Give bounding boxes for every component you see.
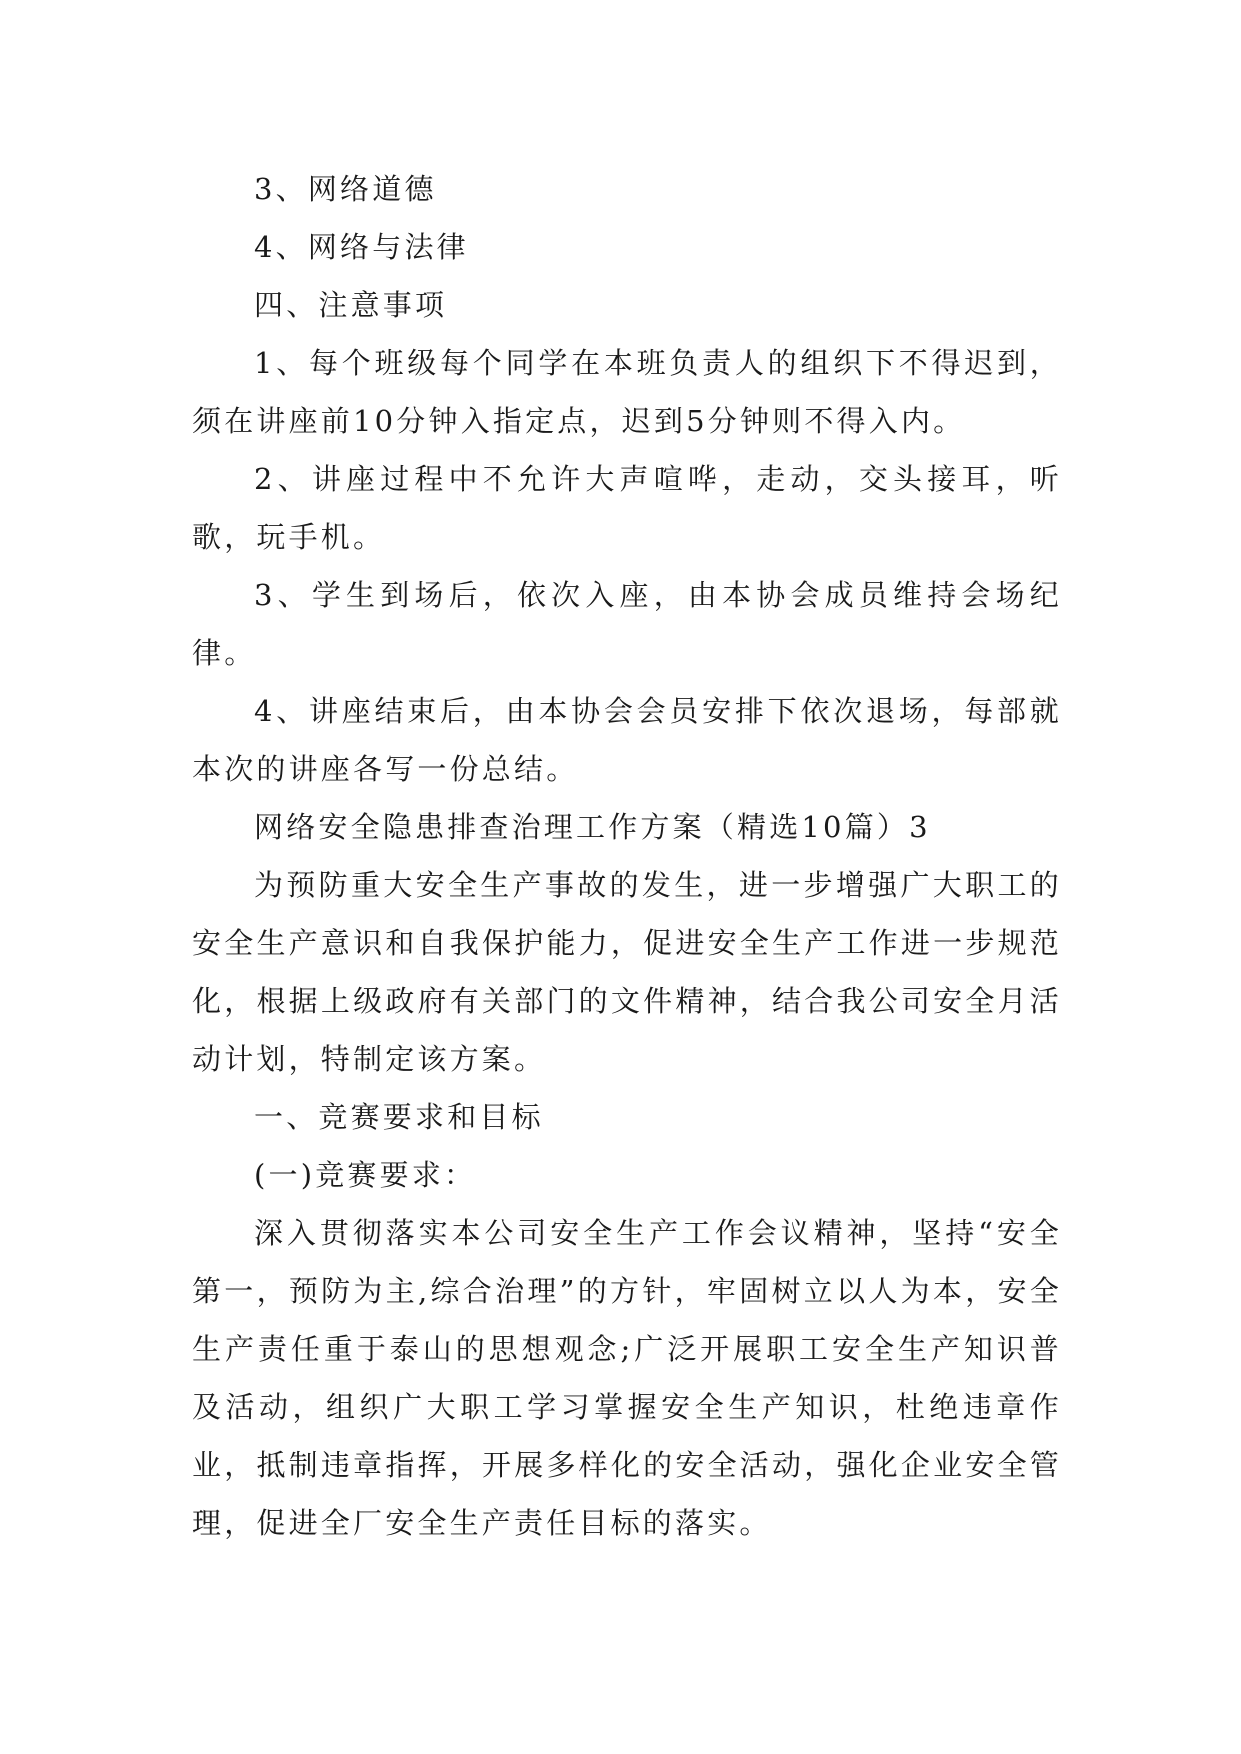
list-item-network-ethics: 3、网络道德 — [254, 172, 437, 206]
requirements-paragraph: 深入贯彻落实本公司安全生产工作会议精神，坚持“安全第一，预防为主,综合治理”的方针，牢固树立以人为本，安全生产责任重于泰山的思想观念;广泛开展职工安全生产知识普及活动，组织广大职工学习掌握安全生产知识，杜绝违章作业，抵制违章指挥，开展多样化的安全活动，强化企业安全管理，促进全厂安全生产责任目标的落实。 — [192, 1216, 1062, 1540]
document-subtitle: 网络安全隐患排查治理工作方案（精选10篇）3 — [254, 810, 931, 844]
intro-paragraph: 为预防重大安全生产事故的发生，进一步增强广大职工的安全生产意识和自我保护能力，促进安全生产工作进一步规范化，根据上级政府有关部门的文件精神，结合我公司安全月活动计划，特制定该方案。 — [192, 868, 1062, 1076]
note-item-attendance: 1、每个班级每个同学在本班负责人的组织下不得迟到，须在讲座前10分钟入指定点，迟到5分钟则不得入内。 — [192, 346, 1062, 438]
subsection-heading-requirements: (一)竞赛要求： — [254, 1158, 477, 1192]
section-heading-requirements: 一、竞赛要求和目标 — [254, 1100, 544, 1134]
list-item-network-and-law: 4、网络与法律 — [254, 230, 469, 264]
section-heading-notes: 四、注意事项 — [254, 288, 448, 322]
note-item-conduct: 2、讲座过程中不允许大声喧哗，走动，交头接耳，听歌，玩手机。 — [192, 462, 1062, 554]
note-item-exit: 4、讲座结束后，由本协会会员安排下依次退场，每部就本次的讲座各写一份总结。 — [192, 694, 1062, 786]
document-body — [192, 160, 1062, 1552]
note-item-seating: 3、学生到场后，依次入座，由本协会成员维持会场纪律。 — [192, 578, 1062, 670]
